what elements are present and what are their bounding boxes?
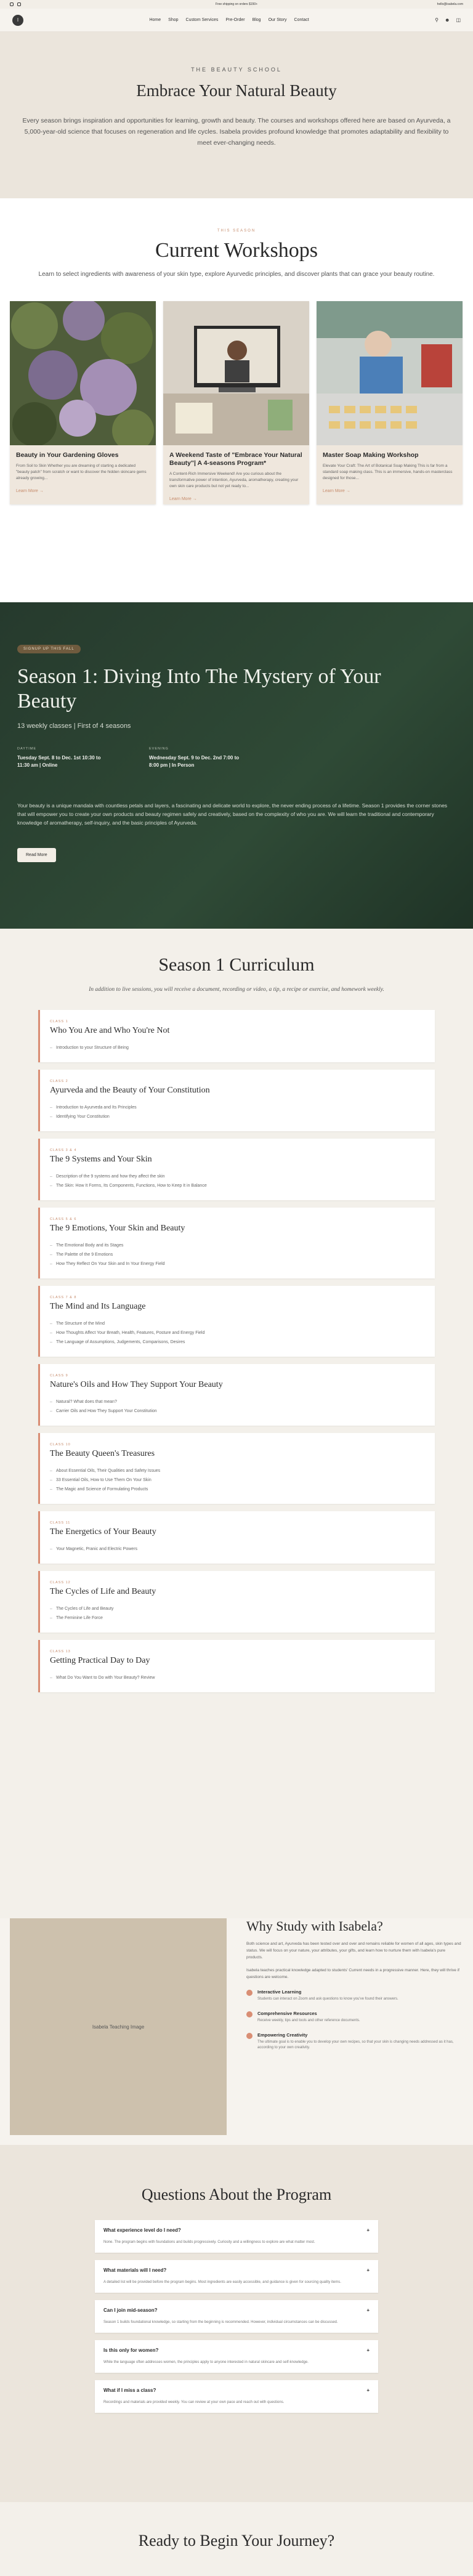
- faq-answer: None. The program begins with foundations and builds progressively. Curiosity and a willingness to explore are what matter most.: [103, 2240, 315, 2244]
- nav-item-shop[interactable]: Shop: [168, 18, 179, 22]
- module-week: CLASS 5 & 6: [50, 1217, 77, 1221]
- curriculum-module: [38, 1364, 435, 1426]
- hero-eyebrow: THE BEAUTY SCHOOL: [191, 67, 282, 73]
- module-topic: – The Magic and Science of Formulating Products: [50, 1485, 425, 1494]
- faq-item[interactable]: [95, 2300, 378, 2333]
- hero-title: Embrace Your Natural Beauty: [136, 81, 337, 100]
- workshops-subtitle: Learn to select ingredients with awareness of your skin type, explore Ayurvedic principles, and discover plants that can grace your beauty routine.: [38, 271, 435, 278]
- plus-icon[interactable]: +: [366, 2388, 370, 2393]
- feature-text: The ultimate goal is to enable you to develop your own recipes, so that your skin is changing needs addressed as it has, according to your own creativity.: [257, 2040, 454, 2049]
- learn-more-link[interactable]: Learn More →: [323, 489, 350, 493]
- schedule-label: DAYTIME: [17, 747, 37, 751]
- plus-icon[interactable]: +: [366, 2307, 370, 2313]
- module-topic: – What Do You Want to Do with Your Beauty? Review: [50, 1673, 425, 1682]
- contact-email[interactable]: hello@isabela.com: [437, 2, 463, 6]
- schedule-evening: [149, 747, 241, 769]
- module-topic: – Carrier Oils and How They Support Your Constitution: [50, 1407, 425, 1416]
- why-title: Why Study with Isabela?: [246, 1918, 383, 1934]
- schedule-daytime: [17, 747, 110, 769]
- module-title: The Cycles of Life and Beauty: [50, 1587, 156, 1596]
- nav-menu: [23, 18, 435, 22]
- curriculum-intro: In addition to live sessions, you will receive a document, recording or video, a tip, a recipe or exercise, and homework weekly.: [89, 987, 384, 993]
- schedule-label: EVENING: [149, 747, 169, 751]
- faq-question[interactable]: What materials will I need?: [103, 2267, 167, 2273]
- faq-item[interactable]: [95, 2340, 378, 2373]
- module-topic: – The Emotional Body and its Stages: [50, 1241, 425, 1250]
- cart-icon[interactable]: ◫: [456, 17, 461, 23]
- hero-text: Every season brings inspiration and opportunities for learning, growth and beauty. The courses and workshops offered here are based on Ayurveda, a 5,000-year-old science that focuses on regeneration and life cycles. Isabela provides profound knowledge that promotes adaptability and flexibility to meet ever-changing needs.: [22, 117, 451, 147]
- feature-text: Receive weekly, tips and tools and other reference documents.: [257, 2019, 360, 2022]
- curriculum-module: [38, 1286, 435, 1357]
- card-text: A Content-Rich Immersive Weekend! Are you curious about the transformative power of intention, Ayurveda, aromatherapy, creating your own skin care products but not yet ready to...: [169, 472, 299, 488]
- feature-bullet-icon: [246, 2011, 253, 2017]
- season-title: Season 1: Diving Into The Mystery of Your Beauty: [17, 665, 381, 713]
- nav-item-our-story[interactable]: Our Story: [268, 18, 287, 22]
- garden-image: [10, 301, 156, 445]
- curriculum-section: [0, 929, 473, 1918]
- user-icon[interactable]: ☻: [445, 17, 450, 23]
- nav-icons: [435, 17, 461, 23]
- module-topic: – Your Magnetic, Pranic and Electric Powers: [50, 1544, 425, 1554]
- video-call-image: [163, 301, 309, 445]
- faq-answer: Season 1 builds foundational knowledge, so starting from the beginning is recommended. However, individual circumstances can be discussed.: [103, 2320, 338, 2324]
- module-week: CLASS 7 & 8: [50, 1296, 77, 1299]
- workshop-card[interactable]: [10, 301, 156, 504]
- module-title: The Mind and Its Language: [50, 1302, 146, 1311]
- module-topic: – 33 Essential Oils, How to Use Them On Your Skin: [50, 1476, 425, 1485]
- faq-answer: Recordings and materials are provided weekly. You can review at your own pace and reach out with questions.: [103, 2400, 285, 2404]
- site-logo[interactable]: [12, 15, 23, 26]
- module-topic: – How Thoughts Affect Your Breath, Health, Features, Posture and Energy Field: [50, 1328, 425, 1338]
- module-topic: – The Skin: How It Forms, Its Components, Functions, How to Keep It in Balance: [50, 1181, 425, 1190]
- curriculum-title: Season 1 Curriculum: [158, 955, 315, 975]
- schedule-value: Tuesday Sept. 8 to Dec. 1st 10:30 to 11:30 am | Online: [17, 755, 101, 768]
- module-topic: – Identifying Your Constitution: [50, 1112, 425, 1121]
- season-meta: 13 weekly classes | First of 4 seasons: [17, 722, 131, 730]
- curriculum-module: [38, 1070, 435, 1131]
- card-text: From Soil to Skin Whether you are dreaming of starting a dedicated "beauty patch" from scratch or want to discover the hidden skincare gems already growing...: [16, 464, 147, 480]
- nav-item-blog[interactable]: Blog: [252, 18, 261, 22]
- module-week: CLASS 10: [50, 1443, 71, 1447]
- module-topic: – Introduction to your Structure of Being: [50, 1043, 425, 1052]
- faq-answer: While the language often addresses women, the principles apply to anyone interested in natural skincare and self-knowledge.: [103, 2360, 309, 2364]
- nav-item-contact[interactable]: Contact: [294, 18, 309, 22]
- module-topic: – Natural? What does that mean?: [50, 1397, 425, 1407]
- module-title: The Beauty Queen's Treasures: [50, 1449, 155, 1458]
- card-title: Beauty in Your Gardening Gloves: [16, 451, 119, 459]
- schedule-value: Wednesday Sept. 9 to Dec. 2nd 7:00 to 8:00 pm | In Person: [149, 755, 240, 768]
- curriculum-module: [38, 1511, 435, 1564]
- feature-title: Empowering Creativity: [257, 2032, 308, 2038]
- faq-section: [0, 2145, 473, 2502]
- workshops-section: [0, 198, 473, 602]
- module-week: CLASS 9: [50, 1374, 68, 1378]
- nav-item-custom-services[interactable]: Custom Services: [185, 18, 219, 22]
- faq-list: [95, 2220, 378, 2413]
- module-topic: – The Cycles of Life and Beauty: [50, 1604, 425, 1613]
- faq-question[interactable]: What experience level do I need?: [103, 2227, 181, 2233]
- module-topic: – How They Reflect On Your Skin and In Your Energy Field: [50, 1259, 425, 1269]
- module-topic: – The Palette of the 9 Emotions: [50, 1250, 425, 1259]
- module-week: CLASS 12: [50, 1581, 71, 1585]
- feature-item: [246, 2011, 462, 2024]
- card-text: Elevate Your Craft: The Art of Botanical Soap Making This is far from a standard soap making class. This is an immersive, hands-on masterclass designed for those...: [323, 464, 453, 480]
- curriculum-module: [38, 1640, 435, 1692]
- faq-answer: A detailed list will be provided before the program begins. Most ingredients are easily accessible, and guidance is given for sourcing quality items.: [103, 2280, 341, 2284]
- curriculum-modules: [38, 1010, 435, 1692]
- faq-question[interactable]: Can I join mid-season?: [103, 2307, 158, 2313]
- faq-item[interactable]: [95, 2260, 378, 2293]
- why-section: [0, 1918, 473, 2145]
- faq-question[interactable]: What if I miss a class?: [103, 2388, 156, 2393]
- workshop-card[interactable]: [317, 301, 463, 504]
- workshop-cards: [0, 301, 473, 504]
- read-more-button[interactable]: Read More: [17, 848, 56, 862]
- cta-section: [0, 2502, 473, 2576]
- nav-item-home[interactable]: Home: [149, 18, 161, 22]
- announcement-bar: [0, 0, 473, 9]
- hero-section: [0, 32, 473, 198]
- plus-icon[interactable]: +: [366, 2348, 370, 2353]
- module-title: The 9 Emotions, Your Skin and Beauty: [50, 1224, 185, 1233]
- module-topic: – About Essential Oils, Their Qualities and Safety Issues: [50, 1466, 425, 1476]
- module-title: The 9 Systems and Your Skin: [50, 1155, 152, 1164]
- card-title: Master Soap Making Workshop: [323, 451, 419, 459]
- faq-item[interactable]: [95, 2220, 378, 2253]
- season-description: Your beauty is a unique mandala with countless petals and layers, a fascinating and delicate world to explore, the never ending process of a lifetime. Season 1 provides the corner stones that will empower you to create your own products and beauty regimen safely and creatively, based on the complexity of who you are. We will learn the traditional and contemporary knowledge of aromatherapy, self-inquiry, and the basic principles of Ayurveda.: [17, 802, 448, 826]
- faq-title: Questions About the Program: [141, 2186, 332, 2203]
- feature-bullet-icon: [246, 1990, 253, 1996]
- module-topic: – The Language of Assumptions, Judgements, Comparisons, Desires: [50, 1338, 425, 1347]
- season-schedule: [17, 747, 456, 769]
- module-topic: – Description of the 9 systems and how they affect the skin: [50, 1172, 425, 1181]
- plus-icon[interactable]: +: [366, 2267, 370, 2273]
- module-title: Getting Practical Day to Day: [50, 1656, 150, 1665]
- workshops-title: Current Workshops: [155, 239, 318, 262]
- learn-more-link[interactable]: Learn More →: [169, 497, 197, 501]
- teaching-image-placeholder: Isabela Teaching Image: [10, 1918, 227, 2135]
- curriculum-module: [38, 1139, 435, 1200]
- module-title: Ayurveda and the Beauty of Your Constitution: [50, 1086, 210, 1095]
- search-icon[interactable]: ⚲: [435, 17, 439, 23]
- logo-letter: I: [17, 17, 19, 23]
- faq-item[interactable]: [95, 2380, 378, 2413]
- feature-text: Students can interact on Zoom and ask questions to know you've found their answers.: [257, 1997, 398, 2001]
- season-badge: SIGNUP UP THIS FALL: [17, 645, 81, 653]
- module-title: Nature's Oils and How They Support Your Beauty: [50, 1380, 223, 1389]
- faq-question[interactable]: Is this only for women?: [103, 2348, 159, 2353]
- season-section: [0, 602, 473, 929]
- workshops-eyebrow: THIS SEASON: [217, 229, 256, 233]
- workshop-card[interactable]: [163, 301, 309, 504]
- feature-item: [246, 1989, 462, 2002]
- module-topic: – The Feminine Life Force: [50, 1613, 425, 1623]
- module-title: The Energetics of Your Beauty: [50, 1527, 156, 1536]
- plus-icon[interactable]: +: [366, 2227, 370, 2233]
- curriculum-module: [38, 1433, 435, 1504]
- promo-text: Free shipping on orders $150+: [215, 2, 258, 6]
- module-week: CLASS 2: [50, 1080, 68, 1083]
- feature-title: Interactive Learning: [257, 1989, 302, 1995]
- module-week: CLASS 11: [50, 1521, 71, 1525]
- why-paragraph: Both science and art, Ayurveda has been tested over and over and remains reliable for women of all ages, skin types and status. We will focus on your nature, your attributes, your gifts, and learn how to nurture them with Isabela's pure products.: [246, 1942, 461, 1960]
- curriculum-module: [38, 1010, 435, 1062]
- module-week: CLASS 1: [50, 1020, 68, 1024]
- curriculum-module: [38, 1208, 435, 1278]
- module-week: CLASS 13: [50, 1650, 71, 1653]
- feature-item: [246, 2032, 462, 2051]
- module-title: Who You Are and Who You're Not: [50, 1026, 170, 1035]
- why-paragraph: Isabela teaches practical knowledge adapted to students' Current needs in a progressive manner. Here, they will thrive if questions are welcome.: [246, 1968, 459, 1979]
- cta-title: Ready to Begin Your Journey?: [138, 2532, 335, 2550]
- module-topic: – The Structure of the Mind: [50, 1319, 425, 1328]
- learn-more-link[interactable]: Learn More →: [16, 489, 44, 493]
- feature-bullet-icon: [246, 2033, 253, 2039]
- main-nav: [0, 9, 473, 32]
- feature-title: Comprehensive Resources: [257, 2011, 317, 2016]
- soap-making-image: [317, 301, 463, 445]
- why-content: [246, 1918, 462, 2051]
- module-topic: – Introduction to Ayurveda and Its Principles: [50, 1103, 425, 1112]
- card-title: A Weekend Taste of "Embrace Your Natural Beauty"| A 4-seasons Program*: [169, 451, 302, 467]
- nav-item-pre-order[interactable]: Pre-Order: [225, 18, 245, 22]
- curriculum-module: [38, 1571, 435, 1633]
- module-week: CLASS 3 & 4: [50, 1149, 77, 1152]
